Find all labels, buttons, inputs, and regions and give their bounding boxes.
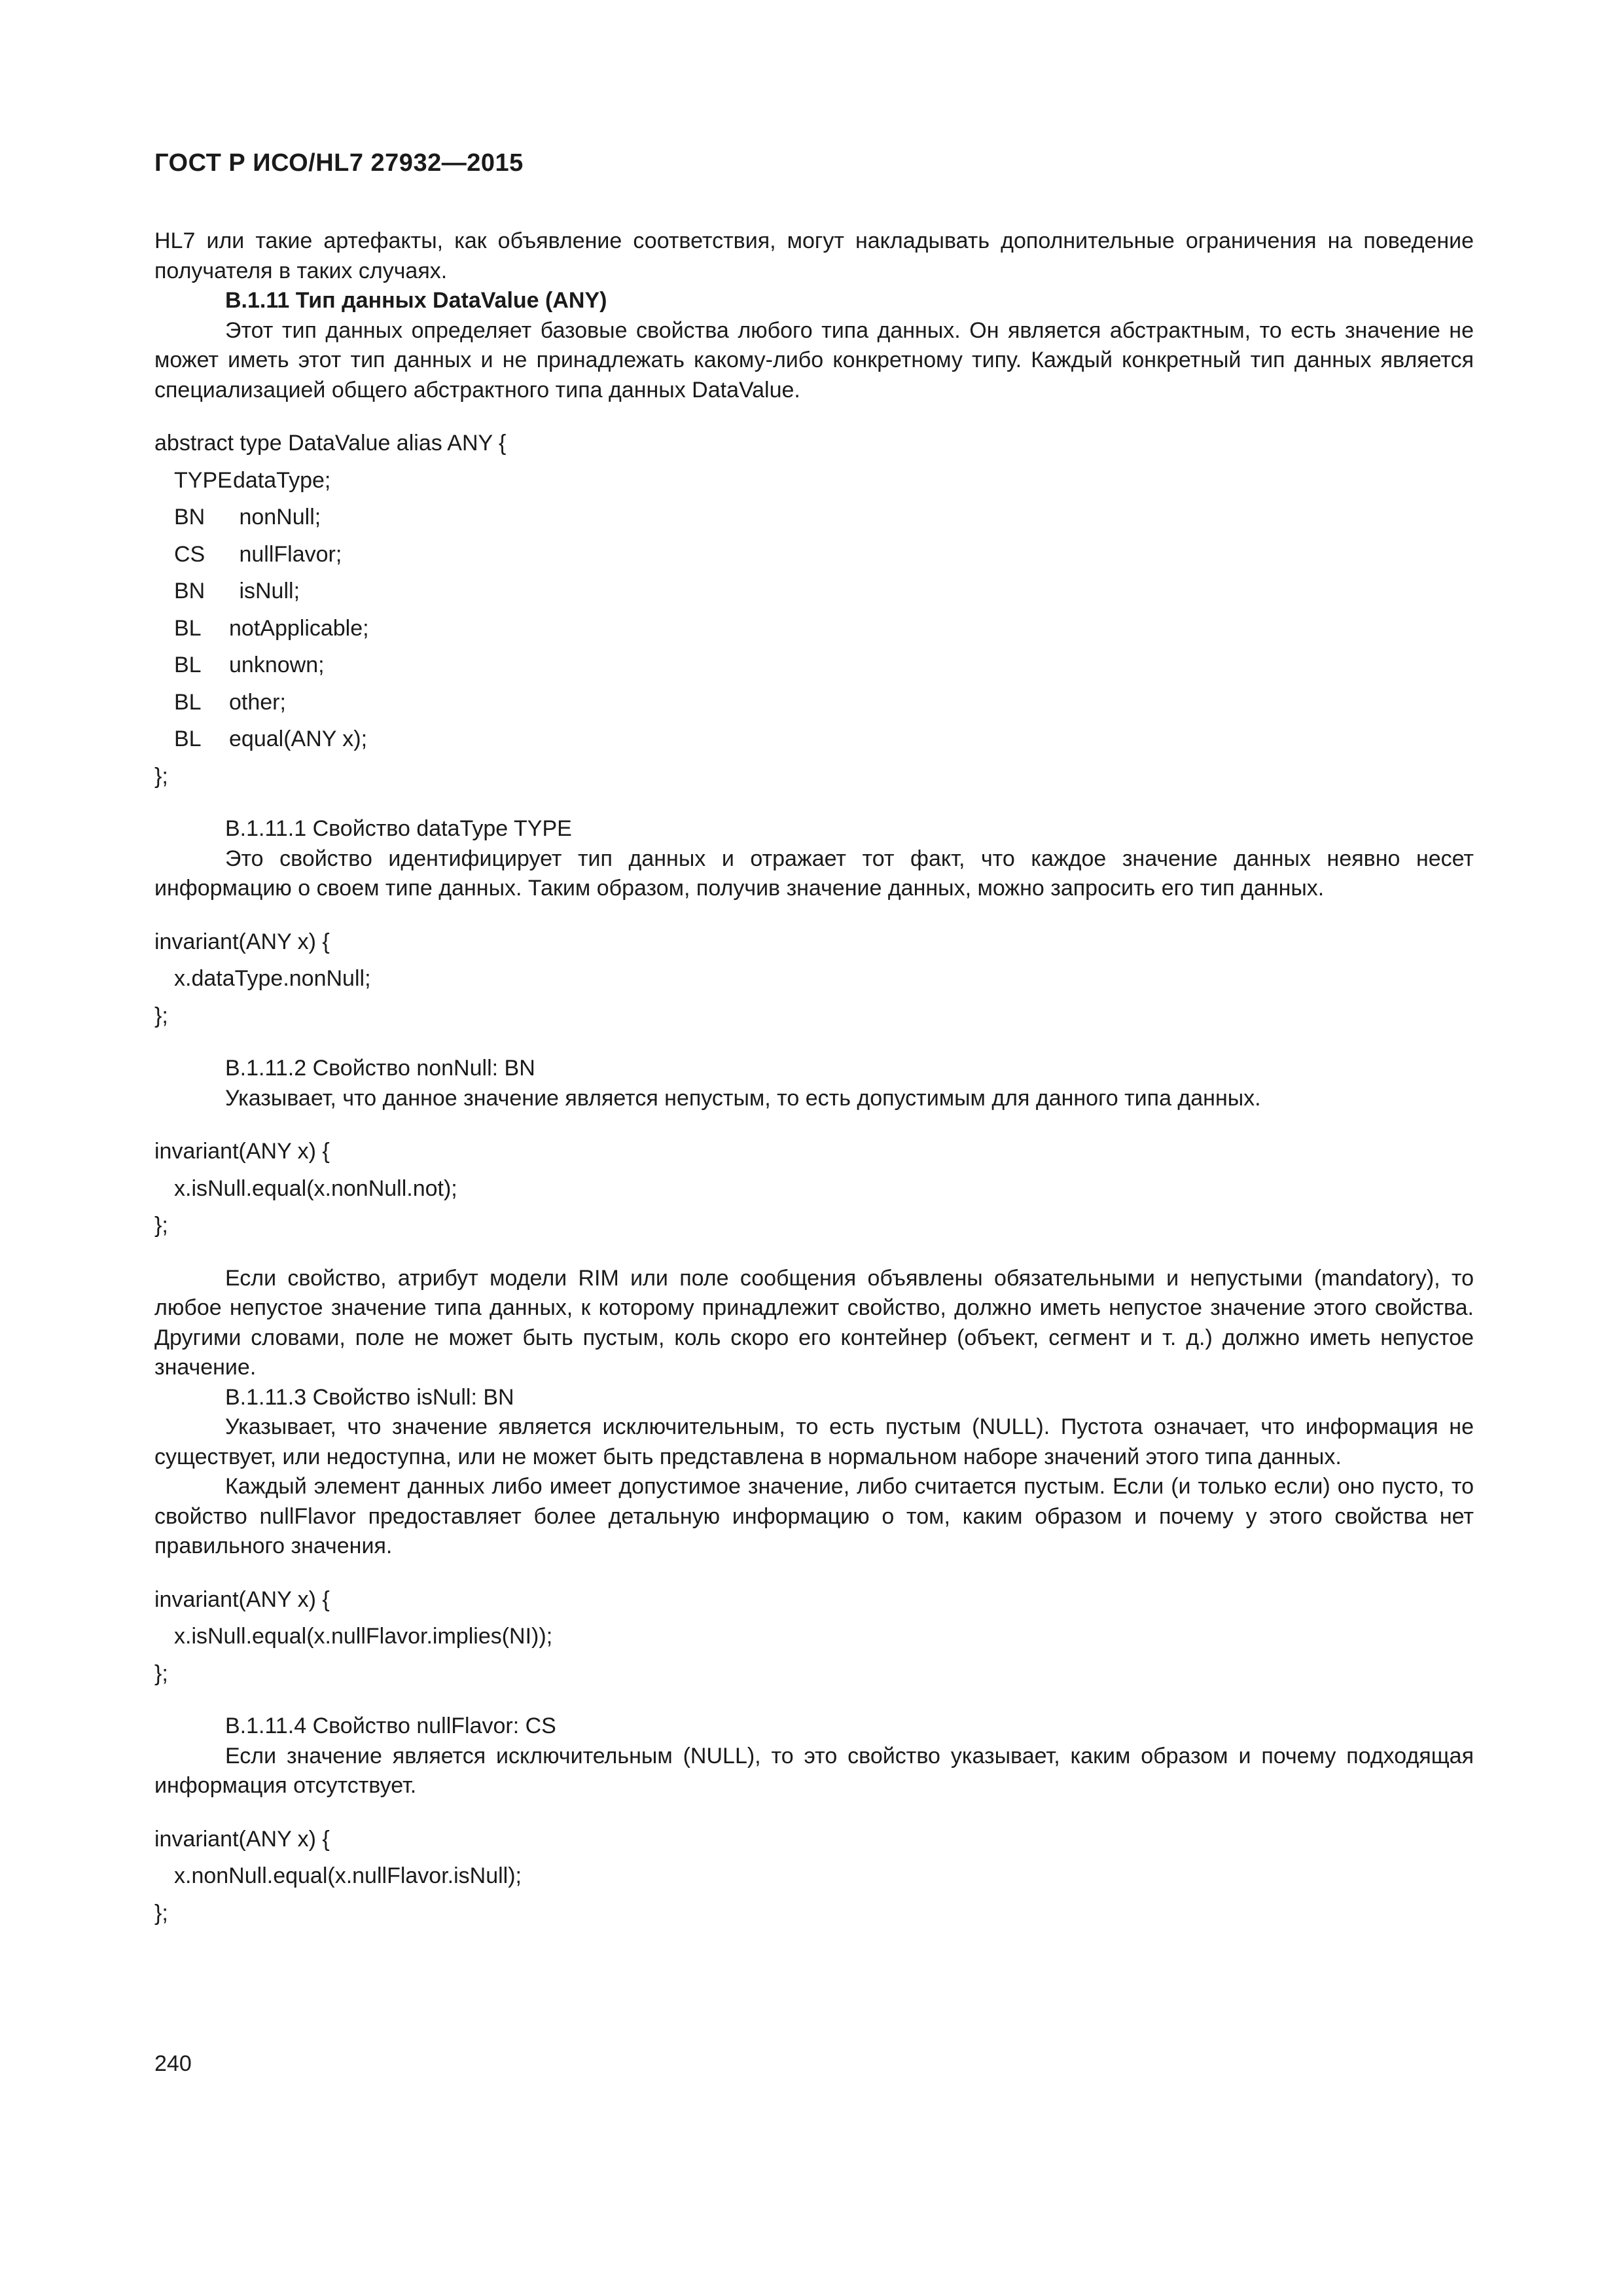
subsection-title: B.1.11.2 Свойство nonNull: BN xyxy=(225,1056,535,1081)
member-type: BL xyxy=(174,615,202,641)
invariant-code xyxy=(154,1821,1474,1932)
invariant-code xyxy=(154,1581,1474,1693)
code-line: }; xyxy=(154,1660,168,1686)
member-type: BN xyxy=(174,579,205,603)
member-type: TYPE xyxy=(174,467,232,493)
member-name: nonNull; xyxy=(233,505,321,529)
subsection-title: B.1.11.1 Свойство dataType TYPE xyxy=(225,816,572,841)
subsection-paragraph: Каждый элемент данных либо имеет допустимое значение, либо считается пустым. Если (и только если) оно пусто, то свойство nullFlavor предоставляет более детальную информацию о том, каким образом и почему у этого свойства нет правильного значения. xyxy=(154,1474,1474,1558)
code-line xyxy=(154,610,1474,647)
page-number: 240 xyxy=(154,2051,192,2076)
section-description: Этот тип данных определяет базовые свойства любого типа данных. Он является абстрактным, то есть значение не может иметь этот тип данных и не принадлежать какому-либо конкретному типу. Каждый конкретный тип данных является специализацией общего абстрактного типа данных DataValue. xyxy=(154,317,1474,403)
code-line xyxy=(154,721,1474,758)
member-name: unknown; xyxy=(229,653,325,677)
subsection-paragraph: Если свойство, атрибут модели RIM или поле сообщения объявлены обязательными и непустыми (mandatory), то любое непустое значение типа данных, к которому принадлежит свойство, должно иметь непустое значение этого свойства. Другими словами, поле не может быть пустым, коль скоро его контейнер (объект, сегмент и т. д.) должно иметь непустое значение. xyxy=(154,1265,1474,1380)
type-definition-code xyxy=(154,425,1474,795)
page-content xyxy=(154,226,1474,1931)
code-line: }; xyxy=(154,763,168,789)
code-line: }; xyxy=(154,1213,168,1238)
subsection-title: B.1.11.3 Свойство isNull: BN xyxy=(225,1384,514,1410)
code-line: x.nonNull.equal(x.nullFlavor.isNull); xyxy=(174,1863,522,1888)
member-name: equal(ANY x); xyxy=(229,726,368,751)
member-name: notApplicable; xyxy=(229,615,369,641)
code-line: }; xyxy=(154,1900,168,1926)
subsection-title: B.1.11.4 Свойство nullFlavor: CS xyxy=(225,1713,556,1738)
member-type: BN xyxy=(174,505,205,529)
code-line: invariant(ANY x) { xyxy=(154,1139,330,1164)
code-line xyxy=(154,647,1474,684)
member-name: nullFlavor; xyxy=(233,541,342,567)
invariant-code xyxy=(154,1133,1474,1244)
code-line: invariant(ANY x) { xyxy=(154,929,330,954)
code-line xyxy=(154,684,1474,721)
member-type: BL xyxy=(174,653,202,677)
code-line xyxy=(154,499,1474,536)
member-name: other; xyxy=(229,689,286,715)
member-type: BL xyxy=(174,689,202,715)
subsection-paragraph: Указывает, что данное значение является непустым, то есть допустимым для данного типа данных. xyxy=(225,1085,1261,1111)
subsection-paragraph: Указывает, что значение является исключительным, то есть пустым (NULL). Пустота означает, что информация не существует, или недоступна, или не может быть представлена в нормальном наборе значений этого типа данных. xyxy=(154,1414,1474,1469)
member-name: isNull; xyxy=(233,579,300,603)
member-name: dataType; xyxy=(233,467,331,493)
subsection-paragraph: Это свойство идентифицирует тип данных и отражает тот факт, что каждое значение данных неявно несет информацию о своем типе данных. Таким образом, получив значение данных, можно запросить его тип данных. xyxy=(154,846,1474,901)
member-type: BL xyxy=(174,726,202,751)
invariant-code xyxy=(154,924,1474,1035)
subsection-paragraph: Если значение является исключительным (NULL), то это свойство указывает, каким образом и почему подходящая информация отсутствует. xyxy=(154,1743,1474,1798)
code-line: abstract type DataValue alias ANY { xyxy=(154,431,507,456)
code-line: x.isNull.equal(x.nonNull.not); xyxy=(174,1175,457,1201)
code-line xyxy=(154,573,1474,610)
code-line: x.isNull.equal(x.nullFlavor.implies(NI)); xyxy=(174,1624,553,1649)
member-type: CS xyxy=(174,541,205,567)
code-line: }; xyxy=(154,1003,168,1028)
code-line: invariant(ANY x) { xyxy=(154,1826,330,1852)
intro-paragraph: HL7 или такие артефакты, как объявление соответствия, могут накладывать дополнительные ограничения на поведение получателя в таких случаях. xyxy=(154,228,1474,283)
code-line: x.dataType.nonNull; xyxy=(174,966,371,991)
section-title: B.1.11 Тип данных DataValue (ANY) xyxy=(225,288,607,313)
code-line xyxy=(154,462,1474,499)
standard-header: ГОСТ Р ИСО/HL7 27932—2015 xyxy=(154,149,524,177)
code-line xyxy=(154,536,1474,573)
code-line: invariant(ANY x) { xyxy=(154,1587,330,1612)
